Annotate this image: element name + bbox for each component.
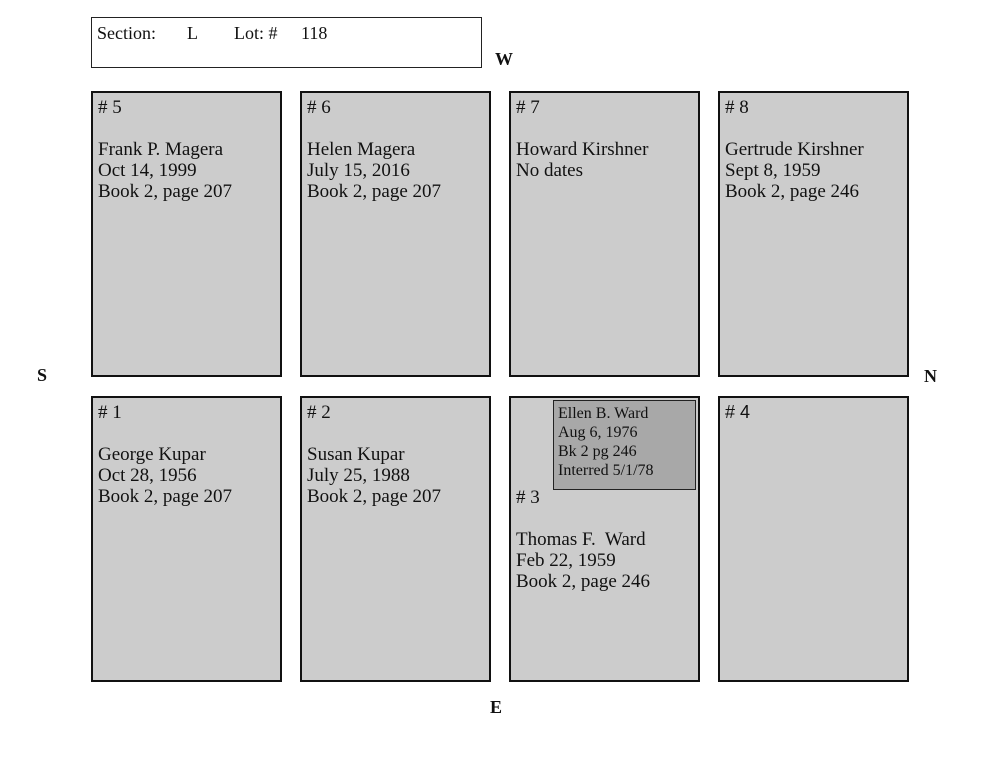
interment-name: Frank P. Magera bbox=[98, 139, 224, 160]
plot-number: # 1 bbox=[98, 402, 122, 423]
additional-interment-name: Ellen B. Ward bbox=[558, 405, 649, 422]
additional-interment-record: Bk 2 pg 246 bbox=[558, 443, 637, 460]
plot-number: # 4 bbox=[725, 402, 751, 422]
plot-1 bbox=[91, 396, 282, 682]
compass-south: S bbox=[37, 365, 48, 385]
plot-number: # 7 bbox=[516, 97, 540, 118]
interment-name: Thomas F. Ward bbox=[516, 529, 646, 550]
lot-value: 118 bbox=[301, 23, 328, 43]
plot-3 bbox=[509, 396, 700, 682]
interment-record: Book 2, page 207 bbox=[98, 181, 233, 202]
interment-record: Book 2, page 207 bbox=[307, 181, 442, 202]
plot-4 bbox=[718, 396, 909, 682]
interment-record: Book 2, page 246 bbox=[516, 571, 651, 592]
compass-east: E bbox=[490, 697, 503, 717]
additional-interment-box bbox=[553, 400, 696, 490]
compass-west: W bbox=[495, 49, 513, 69]
section-lot-header bbox=[91, 17, 482, 68]
interment-name: Susan Kupar bbox=[307, 444, 405, 465]
additional-interment-interred: Interred 5/1/78 bbox=[558, 462, 654, 479]
additional-interment-date: Aug 6, 1976 bbox=[558, 424, 638, 441]
interment-record: Book 2, page 207 bbox=[98, 486, 233, 507]
interment-record: Book 2, page 207 bbox=[307, 486, 442, 507]
interment-record: Book 2, page 246 bbox=[725, 181, 860, 202]
plot-5 bbox=[91, 91, 282, 377]
compass-north: N bbox=[924, 366, 937, 386]
plot-7 bbox=[509, 91, 700, 377]
plot-2 bbox=[300, 396, 491, 682]
interment-date: Feb 22, 1959 bbox=[516, 550, 616, 571]
plot-number: # 8 bbox=[725, 97, 749, 118]
plot-number: # 5 bbox=[98, 97, 122, 118]
interment-date: Oct 14, 1999 bbox=[98, 160, 197, 181]
interment-name: Helen Magera bbox=[307, 139, 416, 160]
interment-date: No dates bbox=[516, 160, 584, 181]
interment-name: Gertrude Kirshner bbox=[725, 139, 864, 160]
interment-name: Howard Kirshner bbox=[516, 139, 649, 160]
lot-label: Lot: # bbox=[234, 23, 278, 43]
interment-date: Sept 8, 1959 bbox=[725, 160, 821, 181]
interment-date: July 25, 1988 bbox=[307, 465, 410, 486]
section-label: Section: bbox=[97, 23, 156, 43]
plot-8 bbox=[718, 91, 909, 377]
interment-date: Oct 28, 1956 bbox=[98, 465, 197, 486]
plot-number: # 6 bbox=[307, 97, 331, 118]
interment-name: George Kupar bbox=[98, 444, 206, 465]
interment-date: July 15, 2016 bbox=[307, 160, 410, 181]
section-value: L bbox=[187, 23, 198, 43]
plot-number: # 3 bbox=[516, 487, 540, 508]
plot-number: # 2 bbox=[307, 402, 331, 423]
plot-6 bbox=[300, 91, 491, 377]
